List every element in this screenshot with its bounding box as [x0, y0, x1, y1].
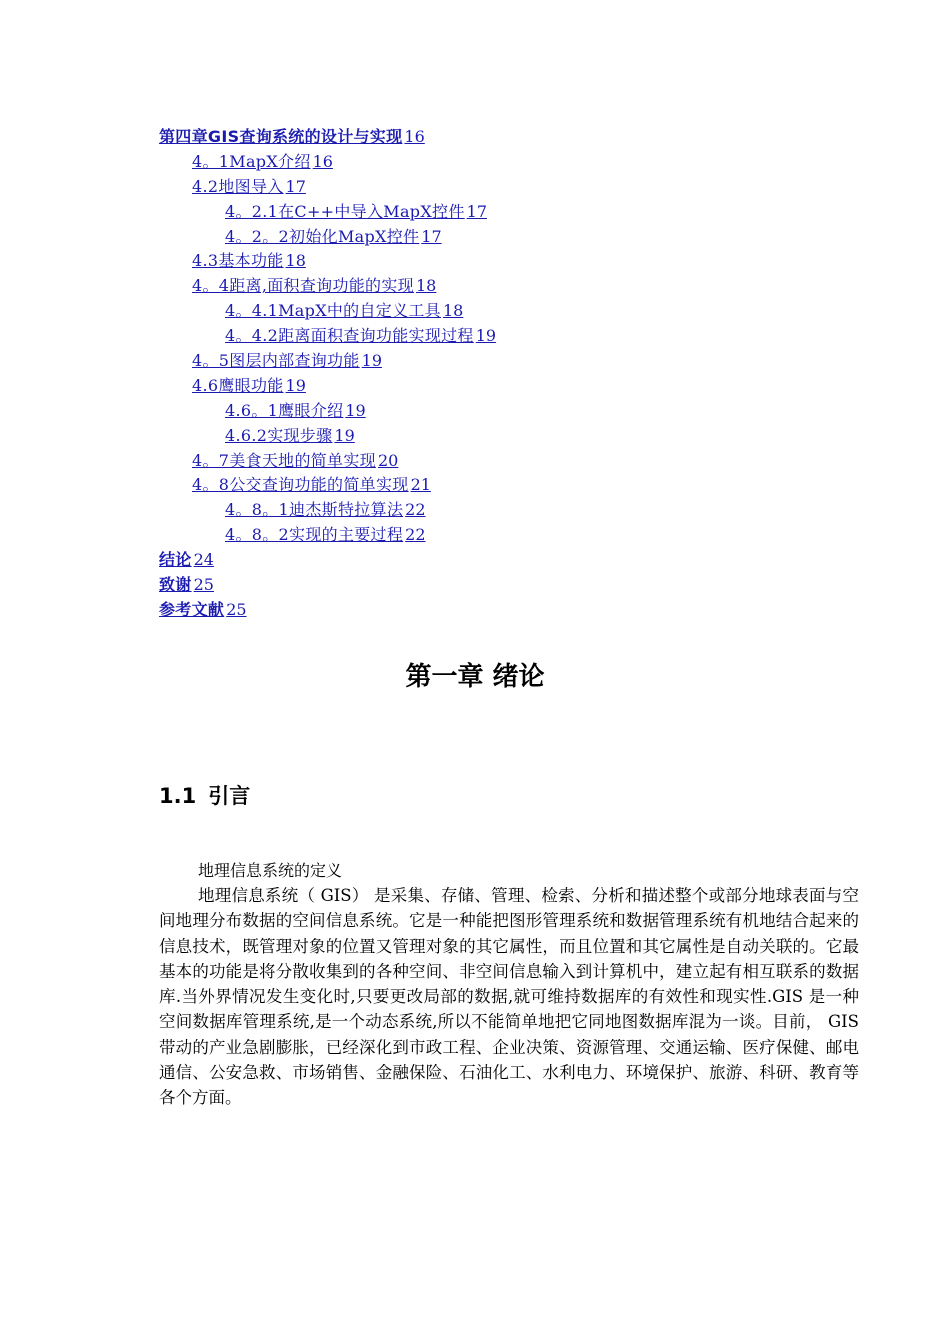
toc-entry-title: 4。4.2距离面积查询功能实现过程 — [225, 326, 474, 346]
toc-entry-page: 16 — [404, 127, 425, 146]
toc-entry-page: 19 — [475, 326, 497, 346]
toc-entry-title: 4。8。1迪杰斯特拉算法 — [225, 500, 404, 520]
section-number: 1.1 — [159, 784, 197, 808]
toc-entry-page: 18 — [442, 301, 464, 321]
toc-entry-title: 4。2。2初始化MapX控件 — [225, 226, 420, 246]
toc-entry-page: 25 — [226, 599, 247, 619]
toc-entry-title: 4。8。2实现的主要过程 — [225, 525, 404, 545]
toc-entry[interactable] — [159, 597, 799, 622]
toc-entry-title: 4.6。1鹰眼介绍 — [225, 400, 344, 420]
toc-entry-title: 4.3基本功能 — [192, 251, 284, 271]
toc-entry[interactable] — [159, 497, 799, 522]
toc-entry-title: 参考文献 — [159, 599, 225, 619]
toc-entry-page: 18 — [285, 251, 306, 271]
toc-entry-page: 19 — [345, 400, 366, 420]
body-paragraph: 地理信息系统（ GIS） 是采集、存储、管理、检索、分析和描述整个或部分地球表面与空间地理分布数据的空间信息系统。它是一种能把图形管理系统和数据管理系统有机地结合起来的信息技术，既管理对象的位置又管理对象的其它属性，而且位置和其它属性是自动关联的。它最基本的功能是将分散收集到的各种空间、非空间信息输入到计算机中，建立起有相互联系的数据库.当外界情况发生变化时,只要更改局部的数据,就可维持数据库的有效性和现实性.GIS 是一种空间数据库管理系统,是一个动态系统,所以不能简单地把它同地图数据库混为一谈。目前， GIS 带动的产业急剧膨胀，已经深化到市政工程、企业决策、资源管理、交通运输、医疗保健、邮电通信、公安急救、市场销售、金融保险、石油化工、水利电力、环境保护、旅游、科研、教育等各个方面。 — [159, 886, 859, 1108]
section-title-text: 引言 — [208, 784, 251, 808]
toc-entry-page: 19 — [334, 425, 355, 445]
toc-entry[interactable] — [159, 298, 799, 323]
toc-entry[interactable] — [159, 174, 799, 199]
toc-entry[interactable] — [159, 248, 799, 273]
toc-entry-page: 25 — [193, 575, 214, 595]
toc-entry-title: 结论 — [159, 550, 192, 570]
toc-entry-title: 4。8公交查询功能的简单实现 — [192, 475, 409, 495]
table-of-contents — [159, 124, 799, 622]
toc-entry[interactable] — [159, 199, 799, 224]
toc-entry[interactable] — [159, 149, 799, 174]
toc-entry-page: 18 — [415, 276, 437, 296]
toc-entry[interactable] — [159, 224, 799, 249]
toc-entry-page: 19 — [285, 375, 306, 395]
toc-entry-page: 20 — [377, 450, 399, 470]
toc-entry[interactable] — [159, 373, 799, 398]
toc-entry[interactable] — [159, 423, 799, 448]
toc-entry-page: 17 — [285, 176, 306, 196]
toc-entry-page: 21 — [410, 475, 431, 495]
chapter-title: 第一章 绪论 — [405, 662, 545, 692]
toc-entry-title: 致谢 — [159, 575, 192, 595]
toc-entry[interactable] — [159, 348, 799, 373]
toc-entry[interactable] — [159, 124, 799, 149]
toc-entry-title: 4.6.2实现步骤 — [225, 425, 333, 445]
subsection-title: 地理信息系统的定义 — [198, 861, 343, 880]
toc-entry-title: 4.2地图导入 — [192, 176, 284, 196]
toc-entry-title: 4。7美食天地的简单实现 — [192, 450, 376, 470]
toc-entry-page: 17 — [466, 201, 487, 221]
toc-entry-title: 4。4.1MapX中的自定义工具 — [225, 301, 441, 321]
toc-entry-title: 4。5图层内部查询功能 — [192, 351, 360, 371]
toc-entry[interactable] — [159, 323, 799, 348]
toc-entry-page: 17 — [421, 226, 442, 246]
toc-entry[interactable] — [159, 522, 799, 547]
toc-entry[interactable] — [159, 547, 799, 572]
toc-entry[interactable] — [159, 572, 799, 597]
toc-entry[interactable] — [159, 273, 799, 298]
toc-entry-title: 4.6鹰眼功能 — [192, 375, 284, 395]
toc-entry-page: 22 — [405, 500, 426, 520]
toc-entry-title: 4。1MapX介绍 — [192, 151, 311, 171]
toc-entry-page: 19 — [361, 351, 383, 371]
toc-entry-title: 第四章GIS查询系统的设计与实现 — [159, 127, 403, 146]
toc-entry-page: 24 — [193, 550, 214, 570]
toc-entry[interactable] — [159, 448, 799, 473]
toc-entry[interactable] — [159, 398, 799, 423]
section-heading — [159, 780, 250, 810]
toc-entry-page: 22 — [405, 525, 426, 545]
toc-entry-title: 4。2.1在C++中导入MapX控件 — [225, 201, 465, 221]
toc-entry[interactable] — [159, 472, 799, 497]
toc-entry-page: 16 — [312, 151, 333, 171]
toc-entry-title: 4。4距离,面积查询功能的实现 — [192, 276, 414, 296]
